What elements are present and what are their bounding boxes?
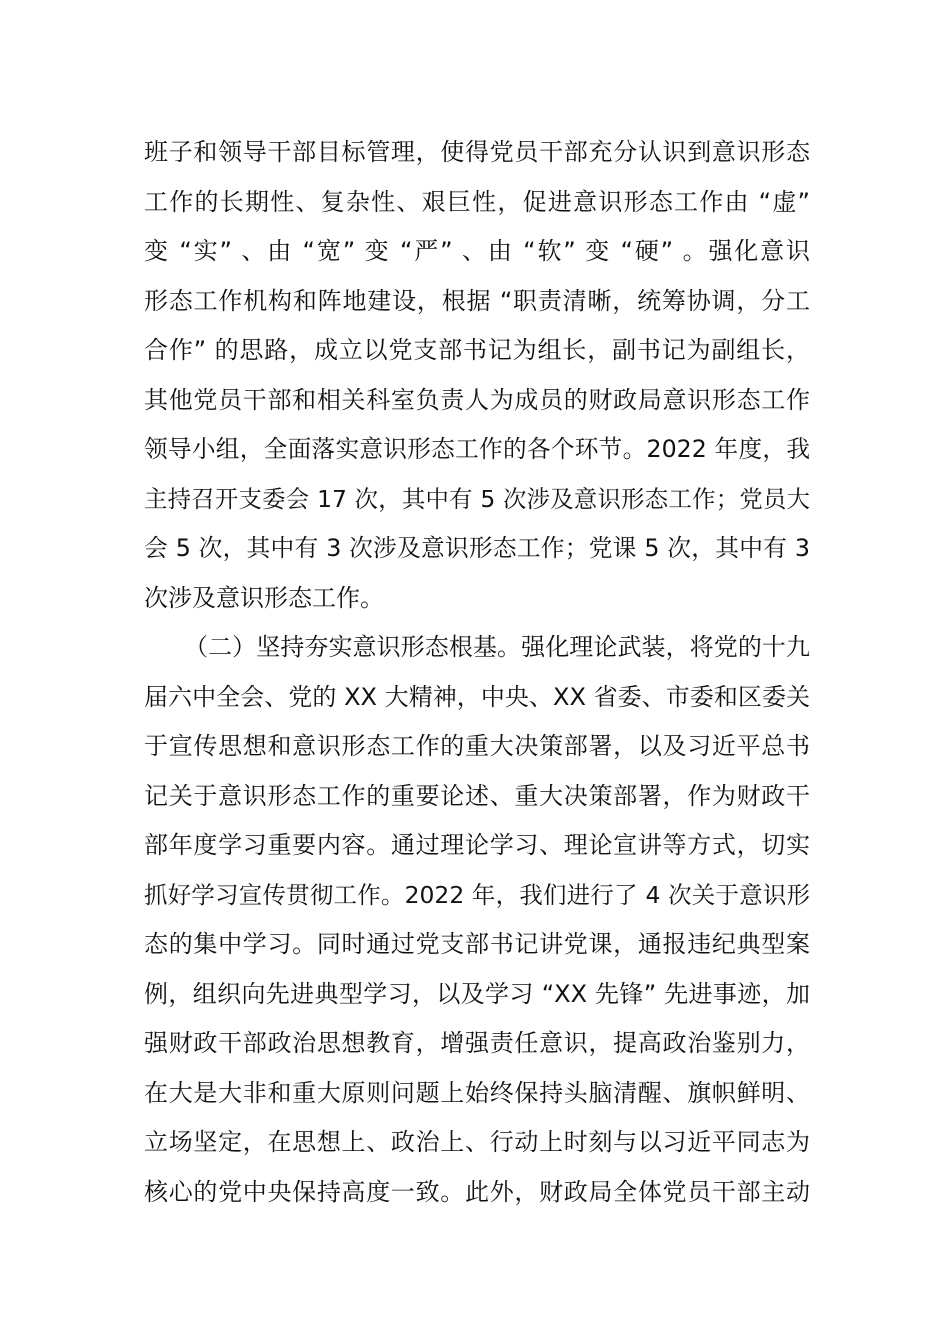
text-line: 合作” 的思路，成立以党支部书记为组长，副书记为副组长， — [144, 336, 810, 364]
text-line: 强财政干部政治思想教育，增强责任意识，提高政治鉴别力， — [144, 1029, 810, 1057]
body-text — [144, 128, 810, 1217]
text-line: 核心的党中央保持高度一致。此外，财政局全体党员干部主动 — [144, 1177, 810, 1206]
text-line: 部年度学习重要内容。通过理论学习、理论宣讲等方式，切实 — [144, 831, 810, 859]
text-line: 抓好学习宣传贯彻工作。2022 年，我们进行了 4 次关于意识形 — [144, 880, 810, 909]
text-line: 立场坚定，在思想上、政治上、行动上时刻与以习近平同志为 — [144, 1128, 810, 1156]
text-line: 会 5 次，其中有 3 次涉及意识形态工作；党课 5 次，其中有 3 — [144, 534, 810, 562]
text-line: 于宣传思想和意识形态工作的重大决策部署，以及习近平总书 — [144, 732, 810, 760]
text-line: 领导小组，全面落实意识形态工作的各个环节。2022 年度，我 — [144, 435, 810, 463]
text-line: 次涉及意识形态工作。 — [144, 583, 384, 612]
text-line: 例，组织向先进典型学习，以及学习 “XX 先锋” 先进事迹，加 — [144, 979, 810, 1008]
paragraph-start-line: （二）坚持夯实意识形态根基。强化理论武装，将党的十九 — [184, 633, 810, 661]
text-line: 态的集中学习。同时通过党支部书记讲党课，通报违纪典型案 — [144, 930, 810, 958]
text-line: 变 “实” 、由 “宽” 变 “严” 、由 “软” 变 “硬” 。强化意识 — [144, 237, 810, 265]
text-line: 主持召开支委会 17 次，其中有 5 次涉及意识形态工作；党员大 — [144, 484, 810, 513]
text-line: 记关于意识形态工作的重要论述、重大决策部署，作为财政干 — [144, 781, 810, 810]
text-line: 工作的长期性、复杂性、艰巨性，促进意识形态工作由 “虚” — [144, 187, 810, 216]
text-line: 形态工作机构和阵地建设，根据 “职责清晰，统筹协调，分工 — [144, 286, 810, 315]
text-line: 其他党员干部和相关科室负责人为成员的财政局意识形态工作 — [144, 385, 810, 414]
text-line: 届六中全会、党的 XX 大精神，中央、XX 省委、市委和区委关 — [144, 682, 810, 711]
text-line: 在大是大非和重大原则问题上始终保持头脑清醒、旗帜鲜明、 — [144, 1078, 810, 1107]
text-line: 班子和领导干部目标管理，使得党员干部充分认识到意识形态 — [144, 138, 810, 166]
